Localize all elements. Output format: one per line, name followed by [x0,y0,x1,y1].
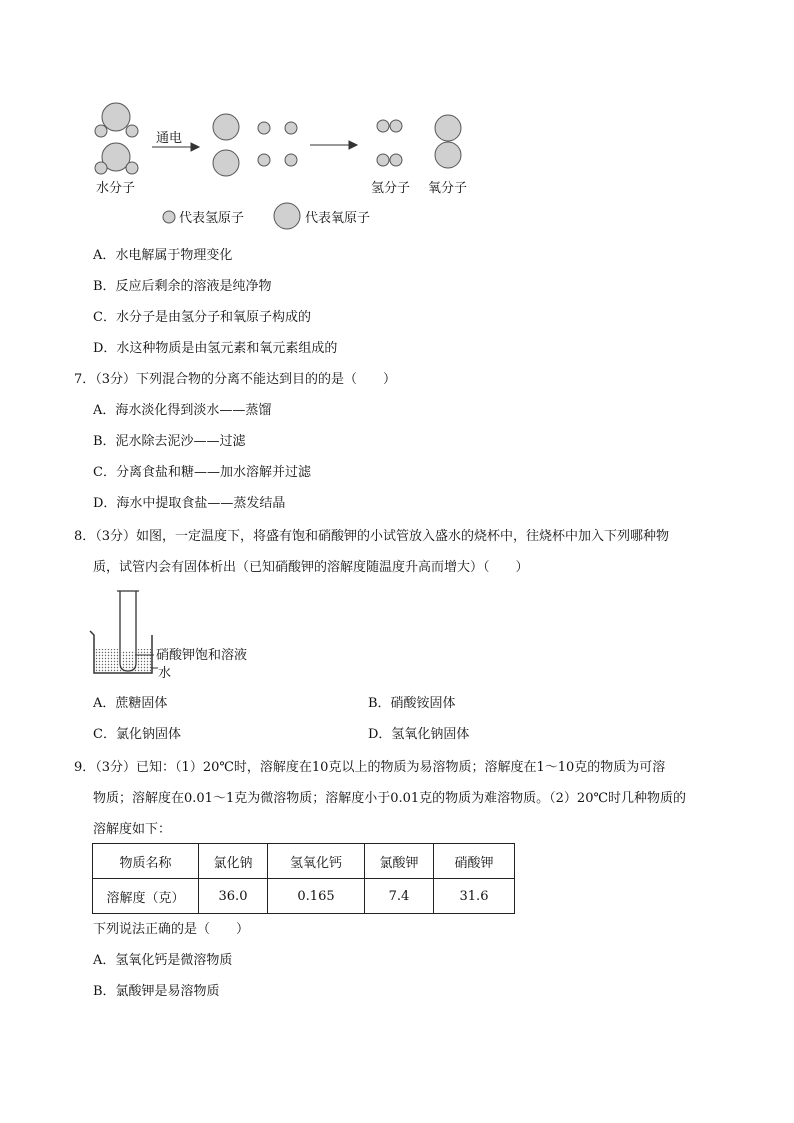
table-cell: 物质名称 [93,844,199,879]
q8-stem-line1: 8．（3分）如图，一定温度下，将盛有饱和硝酸钾的小试管放入盛水的烧杯中，往烧杯中加入下列哪种物 [74,529,670,544]
q7-stem: 7．（3分）下列混合物的分离不能达到目的的是（ ） [74,372,397,387]
legend-hydrogen-label: 代表氢原子 [179,211,245,226]
q9-option-a: A．氢氧化钙是微溶物质 [93,953,233,968]
potassium-nitrate-solution [121,651,135,670]
solubility-table [92,843,515,914]
table-row [93,879,515,914]
table-cell: 31.6 [434,879,515,914]
table-cell: 氯酸钾 [365,844,434,879]
oxygen-atom [213,150,239,176]
table-cell: 硝酸钾 [434,844,515,879]
label-solution: 硝酸钾饱和溶液 [156,648,248,663]
arrow-head-icon [349,141,357,149]
table-cell: 氯化钠 [199,844,268,879]
q7-option-a: A．海水淡化得到淡水——蒸馏 [93,403,272,418]
arrow-label: 通电 [156,131,183,146]
arrow-head-icon [191,143,199,151]
oxygen-atom [435,142,461,168]
electrolysis-diagram [0,95,794,240]
q8-option-c: C．氯化钠固体 [93,727,181,742]
table-header-row [93,844,515,879]
q8-stem-line2: 质，试管内会有固体析出（已知硝酸钾的溶解度随温度升高而增大）（ ） [93,560,529,575]
hydrogen-atom [258,154,270,166]
hydrogen-atom [390,120,402,132]
beaker-diagram [80,585,280,685]
hydrogen-atom [95,162,107,174]
hydrogen-atom [390,154,402,166]
oxygen-atom [102,103,130,131]
hydrogen-atom [258,122,270,134]
hydrogen-atom [285,154,297,166]
q6-option-b: B．反应后剩余的溶液是纯净物 [93,279,272,294]
q8-option-d: D．氢氧化钠固体 [368,727,470,742]
hydrogen-atom [95,125,107,137]
hydrogen-molecule-label: 氢分子 [371,181,411,196]
hydrogen-atom [126,162,138,174]
q9-stem-line2: 物质；溶解度在0.01～1克为微溶物质；溶解度小于0.01克的物质为难溶物质。（2）20℃时几种物质的 [93,791,687,806]
table-cell: 0.165 [268,879,365,914]
q7-option-b: B．泥水除去泥沙——过滤 [93,434,246,449]
q6-option-d: D．水这种物质是由氢元素和氧元素组成的 [93,341,338,356]
q7-option-c: C．分离食盐和糖——加水溶解并过滤 [93,465,311,480]
table-cell: 溶解度（克） [93,879,199,914]
legend-oxygen-icon [274,203,300,229]
q9-stem-line3: 溶解度如下： [93,822,172,837]
q9-option-b: B．氯酸钾是易溶物质 [93,984,220,999]
water-molecule-label: 水分子 [96,181,136,196]
q9-stem-line1: 9．（3分）已知：（1）20℃时，溶解度在10克以上的物质为易溶物质；溶解度在1～10克的物质为可溶 [74,760,666,775]
hydrogen-atom [377,154,389,166]
q6-option-c: C．水分子是由氢分子和氧原子构成的 [93,310,311,325]
q8-option-b: B．硝酸铵固体 [368,696,456,711]
q6-option-a: A．水电解属于物理变化 [93,248,233,263]
legend-hydrogen-icon [163,211,175,223]
table-cell: 7.4 [365,879,434,914]
table-cell: 氢氧化钙 [268,844,365,879]
q7-option-d: D．海水中提取食盐——蒸发结晶 [93,496,286,511]
oxygen-atom [213,114,239,140]
oxygen-molecule-label: 氧分子 [428,181,468,196]
hydrogen-atom [377,120,389,132]
table-cell: 36.0 [199,879,268,914]
hydrogen-atom [285,122,297,134]
label-water: 水 [158,666,172,681]
q9-question: 下列说法正确的是（ ） [93,922,250,937]
oxygen-atom [435,115,461,141]
hydrogen-atom [126,125,138,137]
legend-oxygen-label: 代表氧原子 [305,211,371,226]
q8-option-a: A．蔗糖固体 [93,696,168,711]
